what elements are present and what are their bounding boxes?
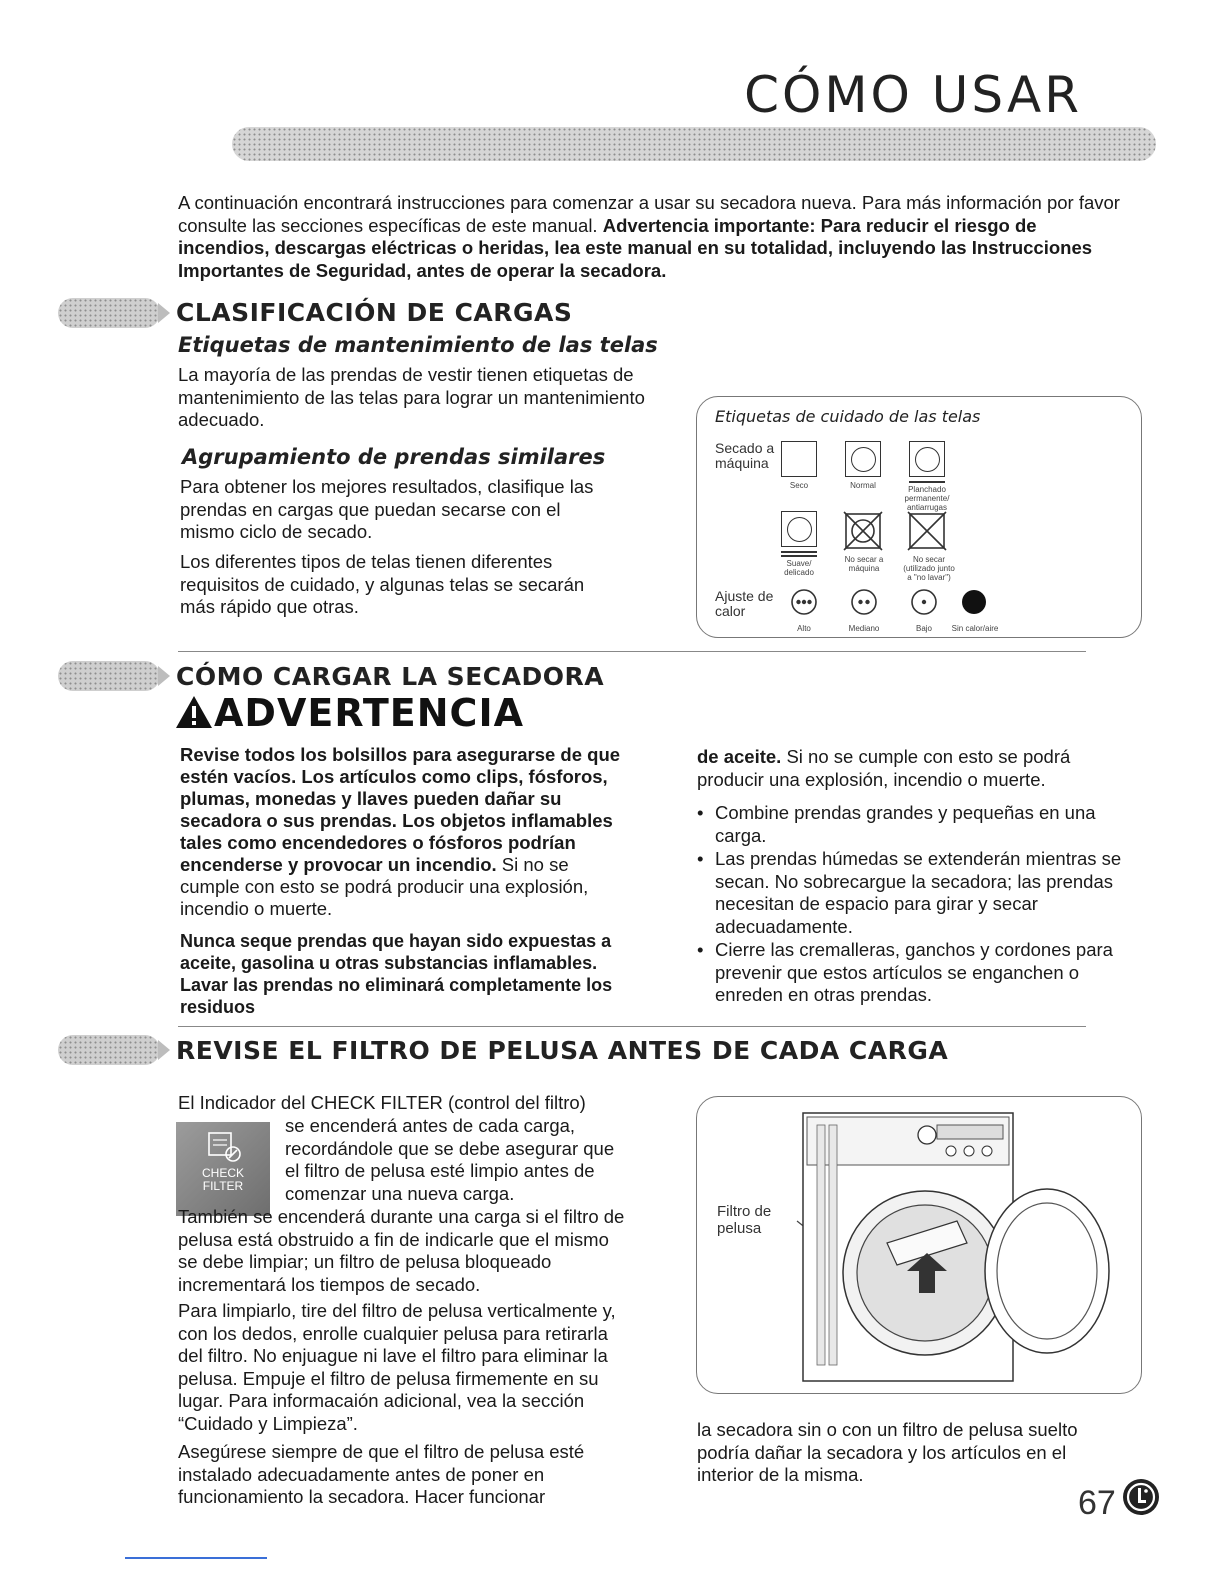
warning-title: ADVERTENCIA — [214, 691, 524, 735]
permanent-press-icon — [909, 441, 945, 477]
permanent-press-underline — [909, 481, 945, 483]
tumble-dry-icon — [781, 441, 817, 477]
label-suave: Suave/ delicado — [784, 559, 814, 577]
label-bajo: Bajo — [915, 624, 932, 633]
grouping-paragraph: Para obtener los mejores resultados, clasifique las prendas en cargas que puedan secarse con el mismo ciclo de secado. — [180, 476, 594, 542]
section-marker-filter — [58, 1035, 160, 1065]
heat-high-icon — [789, 587, 819, 622]
warning-icon — [174, 694, 214, 735]
section-heading-filter: REVISE EL FILTRO DE PELUSA ANTES DE CADA CARGA — [176, 1036, 949, 1065]
filter-cleaning-paragraph: Para limpiarlo, tire del filtro de pelusa verticalmente y, con los dedos, enrolle cualquier pelusa para retirarla del filtro. No enjuague ni lave el filtro para eliminar la pelusa. Empuje el filtro de pelusa firmemente en su lugar. Para informacaión adicional, vea la sección “Cuidado y Limpieza”. — [178, 1300, 616, 1434]
list-item: • Las prendas húmedas se extenderán mientras se secan. No sobrecargue la secadora; las prendas necesitan de espacio para girar y secar adecuadamente. — [697, 848, 1147, 938]
do-not-tumble-dry-icon — [843, 511, 883, 551]
do-not-dry-icon — [907, 511, 947, 551]
care-labels-box — [696, 396, 1142, 638]
dryer-illustration-box — [696, 1096, 1142, 1394]
intro-paragraph: A continuación encontrará instrucciones para comenzar a usar su secadora nueva. Para más información por favor consulte las secciones específicas de este manual. Advertencia importante: Para reducir el riesgo de incendios, descargas eléctricas o heridas, lea este manual en su totalidad, incluyendo las Instrucciones Importantes de Seguridad, antes de operar la secadora. — [178, 192, 1120, 281]
section-heading-sort: CLASIFICACIÓN DE CARGAS — [176, 298, 573, 327]
lg-logo-icon — [1122, 1478, 1160, 1521]
page-title: CÓMO USAR — [744, 66, 1082, 124]
divider-2 — [178, 1026, 1086, 1027]
lint-filter-callout: Filtro de pelusa — [717, 1203, 772, 1237]
dryer-illustration — [777, 1103, 1117, 1387]
label-no-secar-2: No secar (utilizado junto a "no lavar") — [903, 555, 955, 582]
label-alto: Alto — [797, 624, 811, 633]
check-filter-label: CHECK FILTER — [201, 1166, 244, 1193]
check-filter-indicator-icon — [176, 1122, 270, 1216]
section-marker-load — [58, 661, 160, 691]
heat-low-icon — [909, 587, 939, 622]
care-labels-paragraph: La mayoría de las prendas de vestir tienen etiquetas de mantenimiento de las telas para lograr un mantenimiento adecuado. — [178, 364, 645, 430]
footer-rule — [125, 1557, 267, 1559]
page-number: 67 — [1078, 1484, 1116, 1522]
filter-clogged-paragraph: También se encenderá durante una carga si el filtro de pelusa está obstruido a fin de indicarle que el mismo se debe limpiar; un filtro de pelusa bloqueado incrementará los tiempos de secado. — [178, 1206, 625, 1295]
loading-tips-list — [697, 802, 1147, 1008]
list-item: • Combine prendas grandes y pequeñas en una carga. — [697, 802, 1147, 847]
fabric-types-paragraph: Los diferentes tipos de telas tienen diferentes requisitos de cuidado, y algunas telas se secarán más rápido que otras. — [180, 551, 585, 617]
label-permanent-press: Planchado permanente/ antiarrugas — [904, 485, 950, 512]
filter-warning-continued: la secadora sin o con un filtro de pelusa suelto podría dañar la secadora y los artículos en el interior de la misma. — [697, 1419, 1078, 1485]
label-normal: Normal — [850, 481, 876, 490]
heat-medium-icon — [849, 587, 879, 622]
title-decorative-bar — [232, 127, 1156, 161]
label-seco: Seco — [789, 481, 809, 490]
delicate-underline-1 — [781, 551, 817, 553]
label-no-secar: No secar a máquina — [844, 555, 884, 573]
subheading-grouping: Agrupamiento de prendas similares — [182, 445, 606, 469]
filter-install-paragraph: Asegúrese siempre de que el filtro de pelusa esté instalado adecuadamente antes de poner en funcionamiento la secadora. Hacer funcionar — [178, 1441, 585, 1507]
filter-intro-line: El Indicador del CHECK FILTER (control del filtro) — [178, 1092, 586, 1113]
divider-1 — [178, 651, 1086, 652]
heat-setting-label: Ajuste de calor — [715, 588, 774, 619]
subheading-care-labels: Etiquetas de mantenimiento de las telas — [178, 333, 658, 357]
section-marker-sort — [58, 298, 160, 328]
warning-flammable-continued: de aceite. Si no se cumple con esto se podrá producir una explosión, incendio o muerte. — [697, 746, 1071, 790]
list-item: • Cierre las cremalleras, ganchos y cordones para prevenir que estos artículos se enganchen o enreden en otras prendas. — [697, 939, 1147, 1007]
label-sin-calor: Sin calor/aire — [951, 624, 999, 633]
filter-indicator-paragraph: se encenderá antes de cada carga, recordándole que se debe asegurar que el filtro de pelusa esté limpio antes de comenzar una nueva carga. — [285, 1115, 615, 1204]
delicate-underline-2 — [781, 555, 817, 557]
delicate-icon — [781, 511, 817, 547]
care-box-title: Etiquetas de cuidado de las telas — [715, 407, 981, 426]
machine-dry-label: Secado a máquina — [715, 440, 775, 471]
no-heat-icon — [959, 587, 989, 622]
tumble-dry-normal-icon — [845, 441, 881, 477]
label-mediano: Mediano — [848, 624, 880, 633]
section-heading-load: CÓMO CARGAR LA SECADORA — [176, 662, 605, 691]
warning-pockets-paragraph: Revise todos los bolsillos para asegurarse de que estén vacíos. Los artículos como clips, fósforos, plumas, monedas y llaves pueden dañar su secadora o sus prendas. Los objetos inflamables tales como encendedores o fósforos podrían encenderse y provocar un incendio. Si no se cumple con esto se podrá producir una explosión, incendio o muerte. — [180, 744, 621, 919]
warning-flammable-paragraph: Nunca seque prendas que hayan sido expuestas a aceite, gasolina u otras substancias inflamables. Lavar las prendas no eliminará completamente los residuos — [180, 931, 613, 1017]
